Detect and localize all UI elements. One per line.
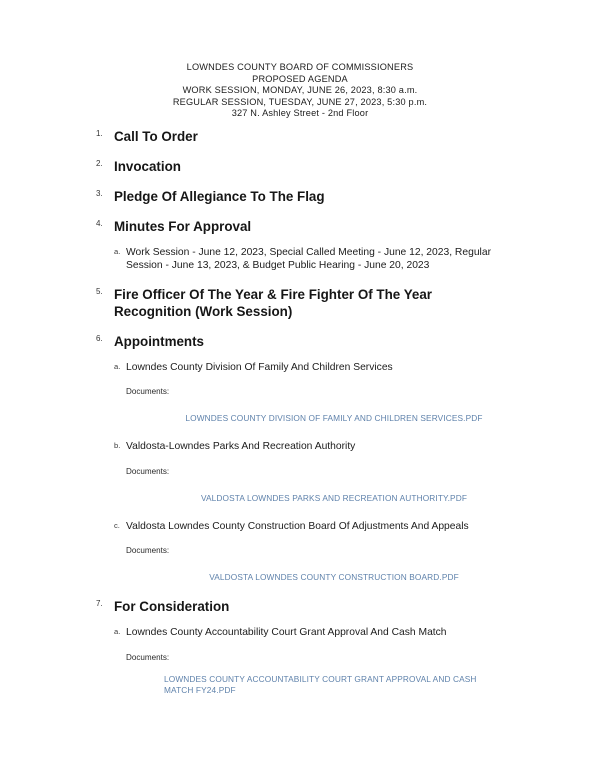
documents-block (126, 652, 560, 699)
agenda-subitem-marker: a. (114, 246, 121, 256)
document-link[interactable]: VALDOSTA LOWNDES COUNTY CONSTRUCTION BOARD.PDF (209, 572, 459, 583)
agenda-subitem-list (114, 246, 560, 273)
agenda-subitem (114, 520, 560, 586)
agenda-subitem (114, 440, 560, 506)
agenda-subitem-marker: c. (114, 520, 120, 530)
agenda-item-marker: 7. (96, 599, 103, 609)
agenda-item (96, 188, 560, 205)
agenda-item (96, 128, 560, 145)
agenda-item (96, 286, 560, 320)
agenda-item-title: Fire Officer Of The Year & Fire Fighter Of The Year Recognition (Work Session) (114, 286, 433, 319)
document-link[interactable]: LOWNDES COUNTY ACCOUNTABILITY COURT GRANT APPROVAL AND CASH MATCH FY24.PDF (164, 673, 477, 696)
agenda-subitem-title: Lowndes County Division Of Family And Children Services (126, 361, 393, 373)
documents-link-list (126, 408, 560, 426)
header-line-regular-session: REGULAR SESSION, TUESDAY, JUNE 27, 2023, 5:30 p.m. (172, 96, 428, 107)
agenda-item-title: Minutes For Approval (114, 218, 252, 234)
agenda-subitem-list (114, 361, 560, 586)
agenda-item-title: Call To Order (114, 128, 198, 144)
agenda-item-marker: 6. (96, 333, 103, 343)
header-line-address: 327 N. Ashley Street - 2nd Floor (231, 108, 369, 119)
agenda-item-title: Pledge Of Allegiance To The Flag (114, 188, 325, 204)
agenda-item (96, 218, 560, 273)
documents-link-list (126, 567, 560, 585)
agenda-subitem-list (114, 626, 560, 698)
documents-block (126, 545, 560, 585)
agenda-subitem-title: Valdosta-Lowndes Parks And Recreation Authority (126, 441, 356, 453)
documents-label: Documents: (126, 466, 170, 476)
agenda-subitem-title: Valdosta Lowndes County Construction Board Of Adjustments And Appeals (126, 520, 469, 532)
agenda-item (96, 158, 560, 175)
agenda-subitem (114, 246, 560, 273)
documents-label: Documents: (126, 387, 170, 397)
agenda-item-marker: 1. (96, 128, 103, 138)
agenda-subitem (114, 361, 560, 427)
agenda-subitem-marker: a. (114, 361, 121, 371)
agenda-list (0, 128, 600, 699)
agenda-item (96, 333, 560, 586)
documents-label: Documents: (126, 652, 170, 662)
agenda-subitem-marker: b. (114, 441, 121, 451)
agenda-item-marker: 5. (96, 286, 103, 296)
documents-block (126, 386, 560, 426)
header-line-work-session: WORK SESSION, MONDAY, JUNE 26, 2023, 8:30 a.m. (182, 85, 418, 96)
document-link[interactable]: VALDOSTA LOWNDES PARKS AND RECREATION AUTHORITY.PDF (200, 492, 468, 503)
documents-label: Documents: (126, 546, 170, 556)
documents-link-list (126, 674, 560, 699)
agenda-item-marker: 3. (96, 188, 103, 198)
agenda-item-title: Appointments (114, 333, 205, 349)
agenda-subitem-title: Work Session - June 12, 2023, Special Called Meeting - June 12, 2023, Regular Session - June 13, 2023, & Budget Public Hearing - June 20, 2023 (126, 246, 491, 272)
agenda-item (96, 598, 560, 698)
agenda-subitem-title: Lowndes County Accountability Court Grant Approval And Cash Match (126, 627, 447, 639)
documents-block (126, 466, 560, 506)
documents-link-list (126, 488, 560, 506)
agenda-subitem (114, 626, 560, 698)
agenda-item-marker: 4. (96, 218, 103, 228)
header-line-organization: LOWNDES COUNTY BOARD OF COMMISSIONERS (186, 62, 414, 72)
header-line-document-type: PROPOSED AGENDA (252, 73, 348, 84)
agenda-item-title: For Consideration (114, 599, 230, 615)
agenda-subitem-marker: a. (114, 627, 121, 637)
agenda-item-marker: 2. (96, 158, 103, 168)
document-link[interactable]: LOWNDES COUNTY DIVISION OF FAMILY AND CHILDREN SERVICES.PDF (185, 413, 483, 424)
document-header (0, 0, 600, 120)
agenda-item-title: Invocation (114, 158, 181, 174)
